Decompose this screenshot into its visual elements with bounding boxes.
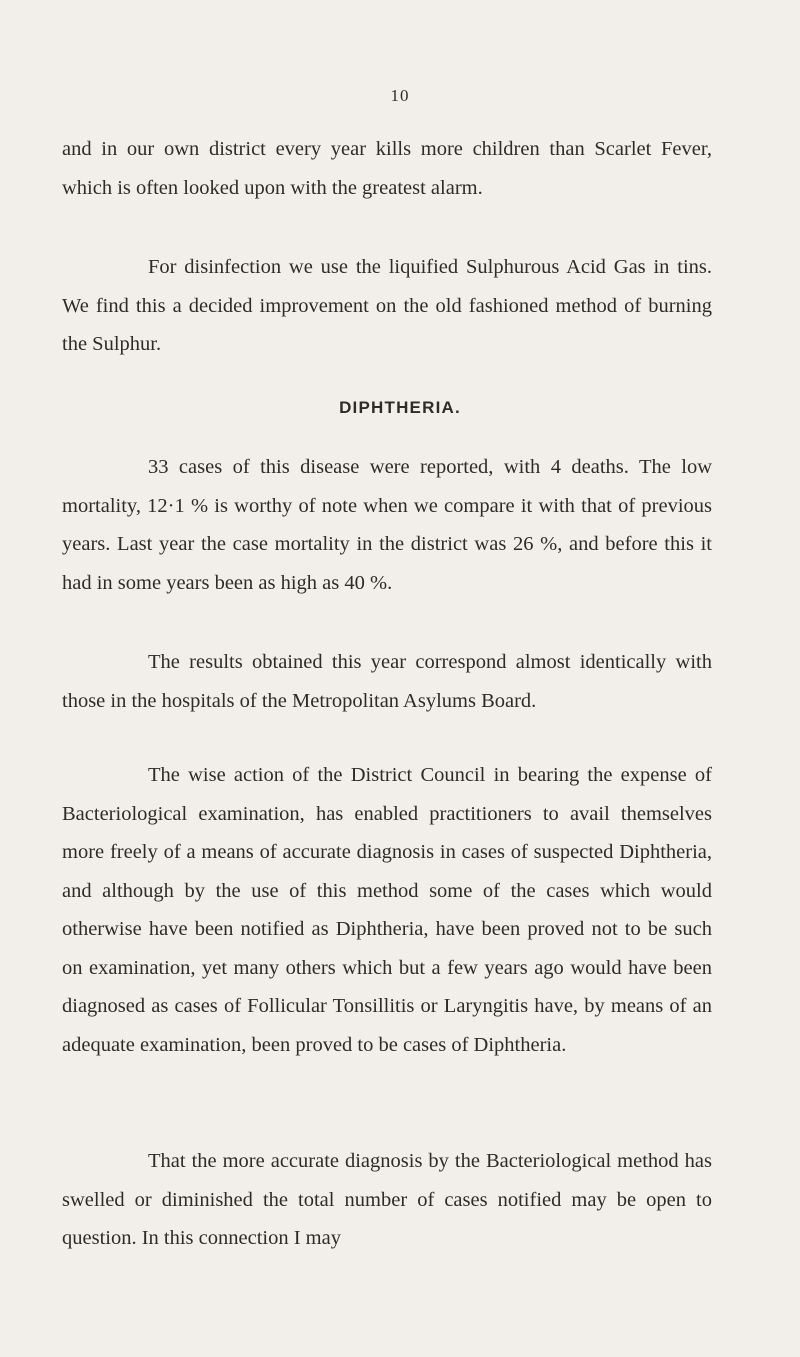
paragraph-disinfection [62, 248, 712, 364]
paragraph-2: For disinfection we use the liquified Sulphurous Acid Gas in tins. We find this a decided improvement on the old fashioned method of burning the Sulphur. [62, 256, 712, 355]
section-heading: DIPHTHERIA. [339, 398, 461, 417]
paragraph-continuation [62, 130, 712, 207]
paragraph-cases [62, 448, 712, 602]
paragraph-diagnosis [62, 1142, 712, 1258]
paragraph-1: and in our own district every year kills more children than Scarlet Fever, which is often looked upon with the greatest alarm. [62, 138, 712, 199]
page-number: 10 [390, 86, 410, 105]
paragraph-5: The wise action of the District Council in bearing the expense of Bacteriological examination, has enabled practitioners to avail themselves more freely of a means of accurate diagnosis in cases of suspected Diphtheria, and although by the use of this method some of the cases which would otherwise have been notified as Diphtheria, have been proved not to be such on examination, yet many others which but a few years ago would have been diagnosed as cases of Follicular Tonsillitis or Laryngitis have, by means of an adequate examination, been proved to be cases of Diphtheria. [62, 764, 712, 1056]
paragraph-6: That the more accurate diagnosis by the Bacteriological method has swelled or diminished the total number of cases notified may be open to question. In this connection I may [62, 1150, 712, 1249]
paragraph-results [62, 643, 712, 720]
paragraph-council [62, 756, 712, 1064]
paragraph-4: The results obtained this year correspond almost identically with those in the hospitals of the Metropolitan Asylums Board. [62, 651, 712, 712]
paragraph-3: 33 cases of this disease were reported, with 4 deaths. The low mortality, 12·1 % is worthy of note when we compare it with that of previous years. Last year the case mortality in the district was 26 %, and before this it had in some years been as high as 40 %. [62, 456, 712, 594]
